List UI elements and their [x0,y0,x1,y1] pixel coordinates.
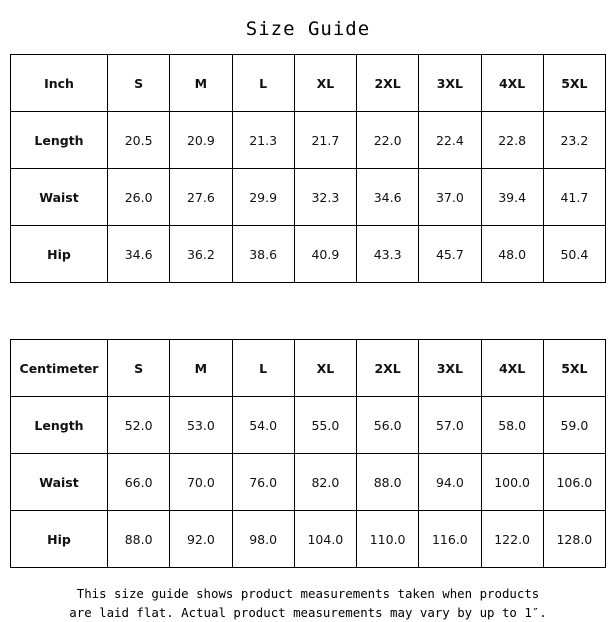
cell-inch-length-s: 20.5 [108,112,170,169]
cell-cm-length-s: 52.0 [108,397,170,454]
cell-inch-waist-l: 29.9 [232,169,294,226]
footer-line-2: are laid flat. Actual product measurements may vary by up to 1″. [69,605,547,621]
table-row [11,169,606,226]
cell-inch-length-l: 21.3 [232,112,294,169]
cell-inch-length-m: 20.9 [170,112,232,169]
cell-cm-hip-2xl: 110.0 [357,511,419,568]
cell-inch-hip-s: 34.6 [108,226,170,283]
size-header-xl: XL [294,55,356,112]
cell-inch-hip-3xl: 45.7 [419,226,481,283]
cell-cm-hip-3xl: 116.0 [419,511,481,568]
cell-cm-hip-xl: 104.0 [294,511,356,568]
table-spacer [0,283,616,339]
cell-cm-waist-5xl: 106.0 [543,454,605,511]
cell-cm-hip-l: 98.0 [232,511,294,568]
cell-inch-waist-s: 26.0 [108,169,170,226]
cell-cm-waist-3xl: 94.0 [419,454,481,511]
cell-inch-waist-m: 27.6 [170,169,232,226]
cell-inch-length-2xl: 22.0 [357,112,419,169]
cell-cm-length-xl: 55.0 [294,397,356,454]
cell-cm-length-3xl: 57.0 [419,397,481,454]
cell-inch-hip-5xl: 50.4 [543,226,605,283]
cell-inch-length-4xl: 22.8 [481,112,543,169]
size-header-xl: XL [294,340,356,397]
unit-label-centimeter: Centimeter [11,340,108,397]
cell-cm-waist-xl: 82.0 [294,454,356,511]
cell-inch-hip-l: 38.6 [232,226,294,283]
cell-inch-hip-m: 36.2 [170,226,232,283]
row-label-waist: Waist [11,169,108,226]
row-label-hip: Hip [11,226,108,283]
cell-inch-waist-4xl: 39.4 [481,169,543,226]
page-title: Size Guide [245,18,371,40]
cell-cm-length-m: 53.0 [170,397,232,454]
cell-inch-hip-4xl: 48.0 [481,226,543,283]
size-header-2xl: 2XL [357,340,419,397]
table-row [11,226,606,283]
table-header-row [11,55,606,112]
cell-cm-length-4xl: 58.0 [481,397,543,454]
size-table-centimeter [10,339,606,568]
cell-inch-length-3xl: 22.4 [419,112,481,169]
cell-cm-hip-s: 88.0 [108,511,170,568]
cell-inch-waist-2xl: 34.6 [357,169,419,226]
table-row [11,397,606,454]
size-header-4xl: 4XL [481,55,543,112]
table-header-row [11,340,606,397]
cell-inch-waist-5xl: 41.7 [543,169,605,226]
size-header-5xl: 5XL [543,55,605,112]
size-header-5xl: 5XL [543,340,605,397]
cell-cm-hip-4xl: 122.0 [481,511,543,568]
size-table-inch [10,54,606,283]
cell-cm-waist-m: 70.0 [170,454,232,511]
size-header-s: S [108,55,170,112]
table-row [11,454,606,511]
table-row [11,511,606,568]
cell-cm-length-l: 54.0 [232,397,294,454]
cell-cm-length-5xl: 59.0 [543,397,605,454]
row-label-hip: Hip [11,511,108,568]
size-header-m: M [170,55,232,112]
cell-cm-waist-s: 66.0 [108,454,170,511]
cell-inch-waist-3xl: 37.0 [419,169,481,226]
cell-cm-waist-2xl: 88.0 [357,454,419,511]
cell-inch-length-5xl: 23.2 [543,112,605,169]
cell-cm-hip-m: 92.0 [170,511,232,568]
row-label-length: Length [11,397,108,454]
cell-cm-hip-5xl: 128.0 [543,511,605,568]
size-header-2xl: 2XL [357,55,419,112]
unit-label-inch: Inch [11,55,108,112]
footer-note [0,568,616,622]
cell-cm-waist-l: 76.0 [232,454,294,511]
size-header-l: L [232,55,294,112]
size-header-4xl: 4XL [481,340,543,397]
table-row [11,112,606,169]
cell-inch-length-xl: 21.7 [294,112,356,169]
size-header-l: L [232,340,294,397]
cell-cm-length-2xl: 56.0 [357,397,419,454]
row-label-length: Length [11,112,108,169]
size-header-m: M [170,340,232,397]
cell-inch-hip-2xl: 43.3 [357,226,419,283]
row-label-waist: Waist [11,454,108,511]
cell-inch-hip-xl: 40.9 [294,226,356,283]
size-header-s: S [108,340,170,397]
size-header-3xl: 3XL [419,340,481,397]
cell-inch-waist-xl: 32.3 [294,169,356,226]
size-header-3xl: 3XL [419,55,481,112]
cell-cm-waist-4xl: 100.0 [481,454,543,511]
footer-line-1: This size guide shows product measurements taken when products [76,586,540,601]
